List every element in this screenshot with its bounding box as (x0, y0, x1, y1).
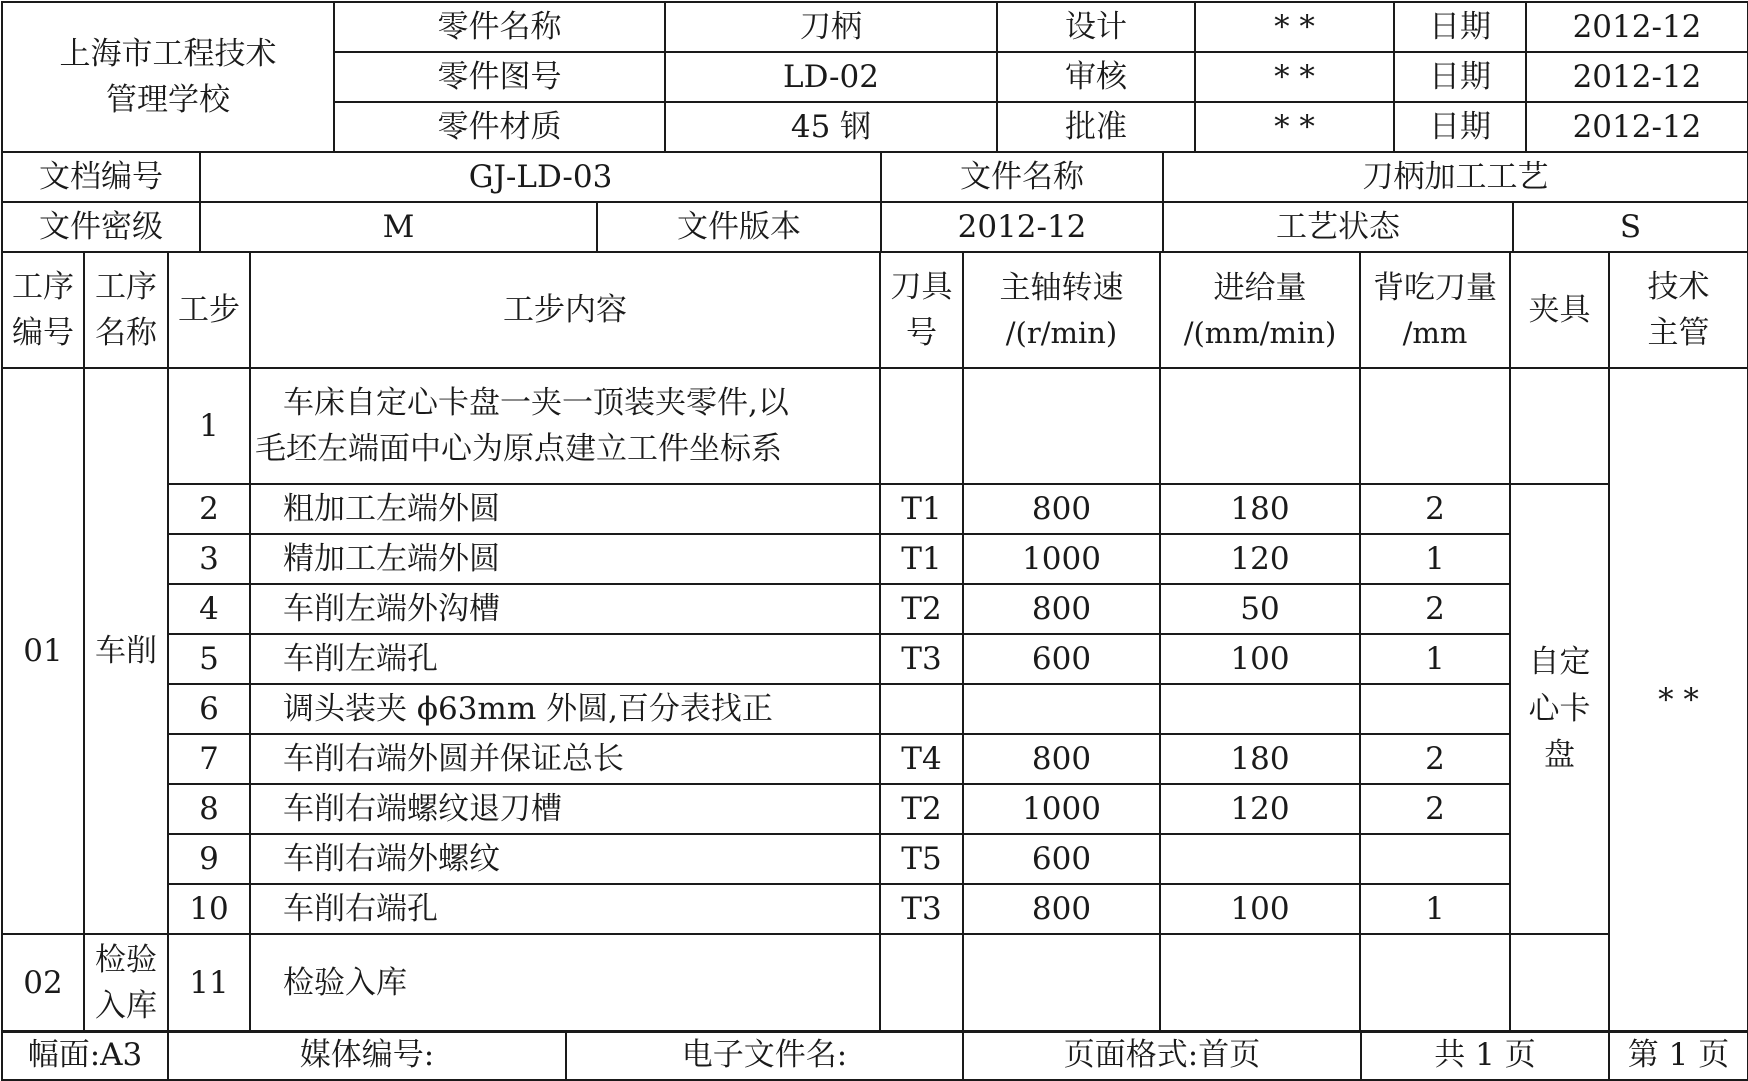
table-row (2, 368, 1748, 484)
status-label: 工艺状态 (1163, 202, 1513, 252)
speed-cell: 1000 (963, 784, 1160, 834)
speed-cell: 600 (963, 834, 1160, 884)
depth-cell (1360, 834, 1510, 884)
speed-cell (963, 684, 1160, 734)
tool-cell: T3 (880, 884, 963, 934)
feed-cell (1160, 368, 1360, 484)
status-value: S (1513, 202, 1748, 252)
tool-cell: T3 (880, 634, 963, 684)
design-date-label: 日期 (1394, 2, 1526, 52)
step-cell: 1 (168, 368, 250, 484)
doc-name-label: 文件名称 (881, 152, 1163, 202)
footer-table (1, 1030, 1748, 1081)
secrecy-value: M (200, 202, 597, 252)
version-label: 文件版本 (597, 202, 881, 252)
feed-cell (1160, 684, 1360, 734)
depth-cell (1360, 684, 1510, 734)
footer-efile: 电子文件名: (566, 1031, 963, 1080)
step-cell: 10 (168, 884, 250, 934)
tool-cell (880, 684, 963, 734)
review-date-label: 日期 (1394, 52, 1526, 102)
feed-cell: 100 (1160, 634, 1360, 684)
tool-cell: T1 (880, 534, 963, 584)
table-row (2, 934, 1748, 1032)
school-name-line1: 上海市工程技术 (59, 35, 277, 72)
table-row (2, 684, 1748, 734)
step-cell: 2 (168, 484, 250, 534)
tool-cell: T4 (880, 734, 963, 784)
speed-cell: 800 (963, 584, 1160, 634)
design-date: 2012-12 (1526, 2, 1748, 52)
step-content: 调头装夹 ϕ63mm 外圆,百分表找正 (250, 684, 880, 734)
feed-cell: 50 (1160, 584, 1360, 634)
tool-cell (880, 934, 963, 1032)
footer-size: 幅面:A3 (2, 1031, 168, 1080)
step-content: 车削右端孔 (250, 884, 880, 934)
step-cell: 11 (168, 934, 250, 1032)
depth-cell: 2 (1360, 734, 1510, 784)
approve-label: 批准 (997, 102, 1195, 152)
review-signer: * * (1195, 52, 1394, 102)
footer-page: 第 1 页 (1609, 1031, 1748, 1080)
review-date: 2012-12 (1526, 52, 1748, 102)
speed-cell: 1000 (963, 534, 1160, 584)
fixture-blank (1510, 934, 1609, 1032)
table-row (2, 784, 1748, 834)
col-feed: 进给量 /(mm/min) (1160, 252, 1360, 368)
fixture-cell: 自定 心卡 盘 (1510, 484, 1609, 934)
footer-format: 页面格式:首页 (963, 1031, 1361, 1080)
table-row (2, 734, 1748, 784)
col-speed: 主轴转速 /(r/min) (963, 252, 1160, 368)
table-row (2, 584, 1748, 634)
approve-date: 2012-12 (1526, 102, 1748, 152)
step-content: 车削左端孔 (250, 634, 880, 684)
feed-cell: 180 (1160, 484, 1360, 534)
table-row (2, 884, 1748, 934)
speed-cell (963, 934, 1160, 1032)
approve-signer: * * (1195, 102, 1394, 152)
step-content: 车削右端外圆并保证总长 (250, 734, 880, 784)
step-content: 车削右端外螺纹 (250, 834, 880, 884)
part-name-label: 零件名称 (334, 2, 665, 52)
step-cell: 7 (168, 734, 250, 784)
doc-name: 刀柄加工工艺 (1163, 152, 1748, 202)
fixture-blank (1510, 368, 1609, 484)
tool-cell: T2 (880, 784, 963, 834)
op-01-name: 车削 (84, 368, 168, 934)
tool-cell (880, 368, 963, 484)
feed-cell (1160, 934, 1360, 1032)
step-cell: 9 (168, 834, 250, 884)
part-drawing-label: 零件图号 (334, 52, 665, 102)
table-row (2, 834, 1748, 884)
speed-cell: 800 (963, 734, 1160, 784)
speed-cell: 800 (963, 484, 1160, 534)
supervisor-cell: * * (1609, 368, 1748, 1032)
step-content: 车削左端外沟槽 (250, 584, 880, 634)
speed-cell: 800 (963, 884, 1160, 934)
col-op-no: 工序 编号 (2, 252, 84, 368)
depth-cell: 1 (1360, 634, 1510, 684)
feed-cell: 100 (1160, 884, 1360, 934)
doc-number: GJ-LD-03 (200, 152, 881, 202)
step-content: 车削右端螺纹退刀槽 (250, 784, 880, 834)
footer-media: 媒体编号: (168, 1031, 566, 1080)
header-table (1, 1, 1748, 153)
col-supervisor: 技术 主管 (1609, 252, 1748, 368)
depth-cell: 1 (1360, 884, 1510, 934)
op-02-no: 02 (2, 934, 84, 1032)
feed-cell: 120 (1160, 784, 1360, 834)
depth-cell: 2 (1360, 784, 1510, 834)
step-content: 精加工左端外圆 (250, 534, 880, 584)
feed-cell: 120 (1160, 534, 1360, 584)
design-label: 设计 (997, 2, 1195, 52)
part-name-value: 刀柄 (665, 2, 997, 52)
feed-cell (1160, 834, 1360, 884)
col-step: 工步 (168, 252, 250, 368)
footer-total: 共 1 页 (1361, 1031, 1609, 1080)
column-header-row (2, 252, 1748, 368)
table-row (2, 634, 1748, 684)
depth-cell (1360, 368, 1510, 484)
step-cell: 8 (168, 784, 250, 834)
approve-date-label: 日期 (1394, 102, 1526, 152)
design-signer: * * (1195, 2, 1394, 52)
depth-cell: 2 (1360, 484, 1510, 534)
depth-cell: 2 (1360, 584, 1510, 634)
op-02-name: 检验 入库 (84, 934, 168, 1032)
step-cell: 6 (168, 684, 250, 734)
speed-cell (963, 368, 1160, 484)
step-content: 车床自定心卡盘一夹一顶装夹零件,以 毛坯左端面中心为原点建立工件坐标系 (250, 368, 880, 484)
step-content: 检验入库 (250, 934, 880, 1032)
process-table (1, 251, 1748, 1033)
col-fixture: 夹具 (1510, 252, 1609, 368)
part-material-value: 45 钢 (665, 102, 997, 152)
review-label: 审核 (997, 52, 1195, 102)
step-content: 粗加工左端外圆 (250, 484, 880, 534)
step-cell: 3 (168, 534, 250, 584)
col-depth: 背吃刀量 /mm (1360, 252, 1510, 368)
feed-cell: 180 (1160, 734, 1360, 784)
part-material-label: 零件材质 (334, 102, 665, 152)
school-name-line2: 管理学校 (106, 82, 230, 118)
col-tool: 刀具 号 (880, 252, 963, 368)
depth-cell (1360, 934, 1510, 1032)
secrecy-label: 文件密级 (2, 202, 200, 252)
op-01-no: 01 (2, 368, 84, 934)
depth-cell: 1 (1360, 534, 1510, 584)
step-cell: 4 (168, 584, 250, 634)
version-value: 2012-12 (881, 202, 1163, 252)
tool-cell: T2 (880, 584, 963, 634)
table-row (2, 484, 1748, 534)
col-op-name: 工序 名称 (84, 252, 168, 368)
school-name (2, 2, 334, 152)
speed-cell: 600 (963, 634, 1160, 684)
table-row (2, 534, 1748, 584)
col-content: 工步内容 (250, 252, 880, 368)
doc-number-label: 文档编号 (2, 152, 200, 202)
tool-cell: T5 (880, 834, 963, 884)
step-cell: 5 (168, 634, 250, 684)
part-drawing-value: LD-02 (665, 52, 997, 102)
tool-cell: T1 (880, 484, 963, 534)
doc-info-table (1, 151, 1748, 253)
